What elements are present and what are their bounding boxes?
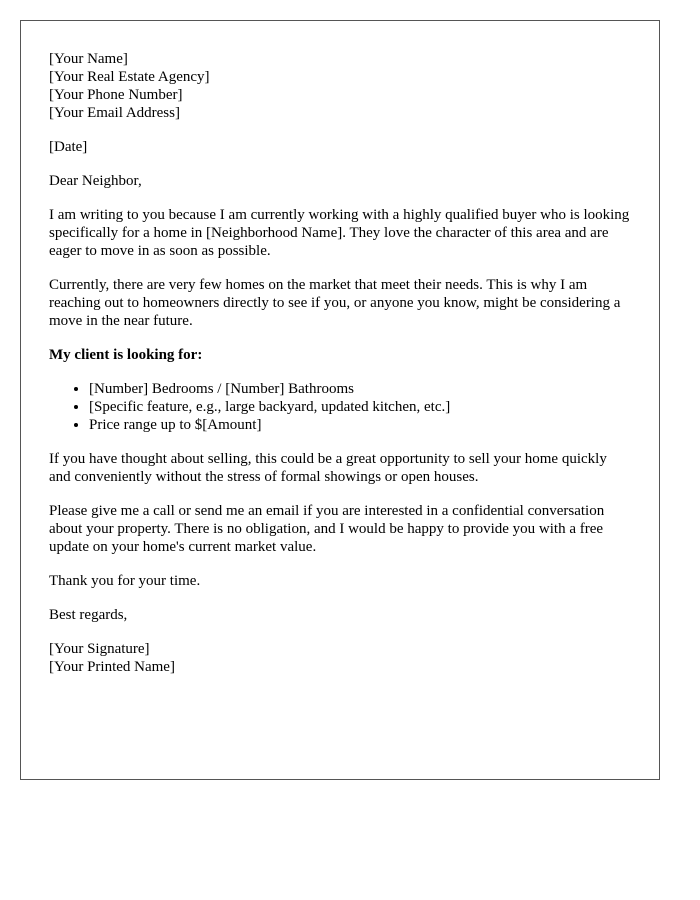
sender-email: [Your Email Address] [49,105,180,121]
salutation: Dear Neighbor, [49,173,142,189]
intro-paragraph: I am writing to you because I am currently working with a highly qualified buyer who is looking specifically for a home in [Neighborhood Name]. They love the character of this area and are eager to move in as soon as possible. [49,207,630,259]
list-item: • [Number] Bedrooms / [Number] Bathrooms [89,380,631,398]
signature-block [49,640,631,676]
printed-name: [Your Printed Name] [49,659,175,675]
sender-agency: [Your Real Estate Agency] [49,69,210,85]
thanks-paragraph: Thank you for your time. [49,573,201,589]
list-item: • [Specific feature, e.g., large backyard, updated kitchen, etc.] [89,398,631,416]
signature-line: [Your Signature] [49,641,150,657]
market-paragraph: Currently, there are very few homes on the market that meet their needs. This is why I am reaching out to homeowners directly to see if you, or anyone you know, might be considering a move in the near future. [49,277,621,329]
contact-paragraph: Please give me a call or send me an email if you are interested in a confidential conversation about your property. There is no obligation, and I would be happy to provide you with a free update on your home's current market value. [49,503,605,555]
letter-date: [Date] [49,139,88,155]
sign-off: Best regards, [49,607,128,623]
list-item: • Price range up to $[Amount] [89,416,631,434]
letter-page [20,20,660,780]
sender-info [49,50,631,122]
sender-name: [Your Name] [49,51,128,67]
client-needs-heading: My client is looking for: [49,347,203,363]
selling-paragraph: If you have thought about selling, this could be a great opportunity to sell your home quickly and conveniently without the stress of formal showings or open houses. [49,451,607,485]
sender-phone: [Your Phone Number] [49,87,183,103]
client-needs-list [49,380,631,434]
